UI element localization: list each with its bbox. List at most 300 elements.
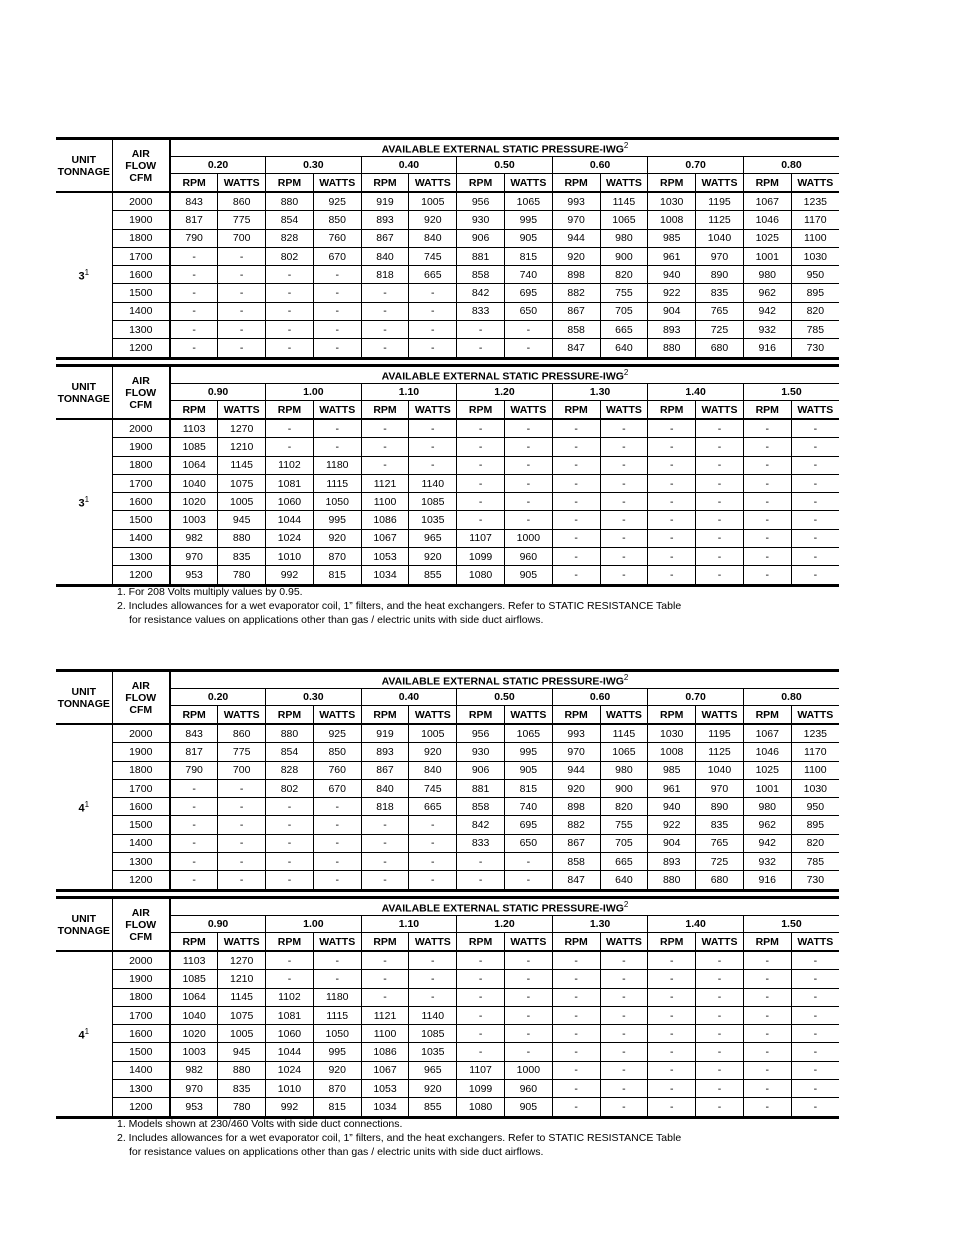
- watts-cell: 1030: [791, 779, 839, 797]
- rpm-cell: -: [648, 493, 696, 511]
- watts-cell: 1115: [313, 474, 361, 492]
- watts-cell: -: [504, 419, 552, 438]
- pressure-header: 0.50: [457, 157, 553, 174]
- rpm-cell: 847: [552, 871, 600, 889]
- watts-header: WATTS: [791, 706, 839, 725]
- rpm-cell: 898: [552, 798, 600, 816]
- rpm-cell: -: [743, 438, 791, 456]
- pressure-header: 1.10: [361, 916, 457, 933]
- watts-cell: -: [696, 566, 744, 584]
- watts-cell: -: [218, 266, 266, 284]
- rpm-cell: 828: [266, 761, 314, 779]
- watts-cell: 785: [791, 321, 839, 339]
- rpm-cell: -: [266, 970, 314, 988]
- rpm-cell: -: [457, 321, 505, 339]
- rpm-header: RPM: [648, 706, 696, 725]
- rpm-cell: -: [648, 970, 696, 988]
- rpm-cell: 1085: [170, 970, 218, 988]
- rpm-cell: 980: [743, 798, 791, 816]
- watts-cell: -: [791, 493, 839, 511]
- table-row: [56, 192, 839, 211]
- rpm-cell: 940: [648, 266, 696, 284]
- rpm-cell: -: [457, 1043, 505, 1061]
- rpm-cell: -: [457, 493, 505, 511]
- watts-cell: -: [791, 474, 839, 492]
- table-grid: [56, 367, 839, 584]
- rpm-cell: -: [552, 1025, 600, 1043]
- rpm-cell: -: [361, 816, 409, 834]
- rpm-header: RPM: [266, 933, 314, 952]
- watts-cell: 1140: [409, 1006, 457, 1024]
- table-row: [56, 529, 839, 547]
- watts-cell: -: [504, 511, 552, 529]
- table-row: [56, 548, 839, 566]
- tonnage-label: TONNAGE: [57, 165, 110, 178]
- watts-cell: 820: [600, 798, 648, 816]
- rpm-cell: 932: [743, 321, 791, 339]
- rpm-cell: -: [648, 419, 696, 438]
- pressure-header: 1.40: [648, 384, 744, 401]
- watts-cell: 850: [313, 743, 361, 761]
- watts-cell: 1145: [218, 456, 266, 474]
- watts-cell: -: [504, 871, 552, 889]
- watts-header: WATTS: [218, 706, 266, 725]
- rpm-cell: -: [743, 1025, 791, 1043]
- watts-header: WATTS: [504, 401, 552, 420]
- unit-tonnage-header: [56, 672, 112, 724]
- cfm-cell: 1700: [112, 1006, 170, 1024]
- rpm-cell: 1053: [361, 548, 409, 566]
- watts-cell: -: [791, 566, 839, 584]
- watts-cell: 815: [504, 247, 552, 265]
- watts-cell: 1145: [600, 724, 648, 743]
- table-row: [56, 816, 839, 834]
- watts-cell: -: [313, 266, 361, 284]
- watts-cell: -: [791, 1061, 839, 1079]
- cfm-cell: 1300: [112, 321, 170, 339]
- watts-cell: 760: [313, 761, 361, 779]
- pressure-header: 0.40: [361, 157, 457, 174]
- unit-value: 3: [78, 497, 85, 510]
- air-label: AIR: [131, 374, 150, 387]
- rpm-cell: 867: [361, 761, 409, 779]
- rpm-cell: 880: [648, 339, 696, 357]
- esp-header: [170, 672, 839, 689]
- cfm-cell: 1800: [112, 988, 170, 1006]
- table-row: [56, 247, 839, 265]
- rpm-cell: 854: [266, 743, 314, 761]
- watts-cell: 1085: [409, 1025, 457, 1043]
- watts-cell: -: [600, 456, 648, 474]
- rpm-cell: 1081: [266, 474, 314, 492]
- table-row: [56, 339, 839, 357]
- cfm-label: CFM: [129, 930, 153, 943]
- table-row: [56, 511, 839, 529]
- table-row: [56, 229, 839, 247]
- rpm-cell: -: [743, 970, 791, 988]
- rpm-cell: 980: [743, 266, 791, 284]
- watts-cell: 995: [504, 211, 552, 229]
- table-row: [56, 456, 839, 474]
- flow-label: FLOW: [125, 386, 157, 399]
- rpm-cell: 1003: [170, 1043, 218, 1061]
- cfm-cell: 1600: [112, 266, 170, 284]
- watts-cell: 835: [218, 1080, 266, 1098]
- cfm-cell: 1900: [112, 211, 170, 229]
- watts-cell: 945: [218, 511, 266, 529]
- rpm-header: RPM: [170, 933, 218, 952]
- watts-cell: 965: [409, 529, 457, 547]
- rpm-cell: -: [552, 548, 600, 566]
- pressure-header: 0.20: [170, 157, 266, 174]
- watts-cell: 1180: [313, 456, 361, 474]
- pressure-header: 1.50: [743, 916, 839, 933]
- watts-header: WATTS: [218, 401, 266, 420]
- rpm-header: RPM: [361, 933, 409, 952]
- rpm-cell: 1067: [743, 724, 791, 743]
- watts-cell: -: [313, 798, 361, 816]
- rpm-cell: 1107: [457, 529, 505, 547]
- watts-cell: 920: [409, 743, 457, 761]
- cfm-cell: 1300: [112, 1080, 170, 1098]
- watts-cell: 695: [504, 284, 552, 302]
- pressure-header: 0.70: [648, 689, 744, 706]
- watts-cell: -: [504, 339, 552, 357]
- watts-cell: 1000: [504, 1061, 552, 1079]
- watts-cell: -: [696, 1061, 744, 1079]
- watts-cell: -: [504, 438, 552, 456]
- rpm-header: RPM: [170, 706, 218, 725]
- rpm-cell: 985: [648, 229, 696, 247]
- cfm-label: CFM: [129, 703, 153, 716]
- rpm-cell: 1046: [743, 743, 791, 761]
- rpm-cell: -: [743, 1098, 791, 1116]
- rpm-cell: 1064: [170, 456, 218, 474]
- rpm-cell: -: [552, 1098, 600, 1116]
- rpm-cell: -: [457, 339, 505, 357]
- rpm-cell: -: [648, 951, 696, 970]
- rpm-cell: -: [552, 438, 600, 456]
- unit-footnote: 1: [84, 267, 90, 277]
- rpm-header: RPM: [552, 933, 600, 952]
- watts-cell: 950: [791, 798, 839, 816]
- watts-cell: 745: [409, 247, 457, 265]
- note-2-cont: for resistance values on applications other than gas / electric units with side duct airflows.: [129, 1146, 544, 1158]
- rpm-cell: -: [743, 1080, 791, 1098]
- rpm-cell: -: [266, 339, 314, 357]
- rpm-cell: 920: [552, 247, 600, 265]
- watts-cell: 1040: [696, 229, 744, 247]
- cfm-cell: 1200: [112, 871, 170, 889]
- rpm-cell: -: [648, 988, 696, 1006]
- flow-label: FLOW: [125, 159, 157, 172]
- watts-header: WATTS: [409, 933, 457, 952]
- rpm-cell: 932: [743, 853, 791, 871]
- rpm-cell: 916: [743, 871, 791, 889]
- rpm-cell: 828: [266, 229, 314, 247]
- cfm-cell: 2000: [112, 951, 170, 970]
- rpm-cell: 1121: [361, 1006, 409, 1024]
- watts-header: WATTS: [600, 174, 648, 193]
- rpm-cell: -: [457, 871, 505, 889]
- watts-cell: -: [409, 988, 457, 1006]
- watts-cell: 835: [218, 548, 266, 566]
- watts-cell: 920: [313, 1061, 361, 1079]
- watts-header: WATTS: [791, 933, 839, 952]
- table-row: [56, 834, 839, 852]
- rpm-cell: -: [361, 284, 409, 302]
- watts-cell: -: [218, 853, 266, 871]
- watts-cell: -: [313, 871, 361, 889]
- watts-cell: -: [600, 970, 648, 988]
- table-row: [56, 321, 839, 339]
- rpm-cell: 867: [361, 229, 409, 247]
- watts-cell: -: [600, 493, 648, 511]
- note-2-cont: for resistance values on applications other than gas / electric units with side duct airflows.: [129, 614, 544, 626]
- watts-cell: 900: [600, 247, 648, 265]
- rpm-cell: 956: [457, 192, 505, 211]
- rpm-cell: 1024: [266, 1061, 314, 1079]
- pressure-header: 0.30: [266, 157, 362, 174]
- watts-cell: 670: [313, 247, 361, 265]
- rpm-cell: 1030: [648, 724, 696, 743]
- rpm-cell: 854: [266, 211, 314, 229]
- watts-header: WATTS: [313, 174, 361, 193]
- pressure-header: 1.50: [743, 384, 839, 401]
- cfm-cell: 1400: [112, 302, 170, 320]
- rpm-cell: -: [457, 438, 505, 456]
- rpm-cell: 1067: [361, 1061, 409, 1079]
- watts-cell: 780: [218, 566, 266, 584]
- watts-cell: 1125: [696, 211, 744, 229]
- rpm-cell: 930: [457, 211, 505, 229]
- rpm-cell: 944: [552, 229, 600, 247]
- rpm-cell: 961: [648, 779, 696, 797]
- watts-cell: 725: [696, 853, 744, 871]
- watts-cell: -: [791, 548, 839, 566]
- cfm-cell: 1400: [112, 529, 170, 547]
- rpm-cell: 993: [552, 192, 600, 211]
- esp-header: [170, 899, 839, 916]
- watts-cell: 920: [409, 1080, 457, 1098]
- watts-cell: 680: [696, 871, 744, 889]
- watts-cell: -: [218, 339, 266, 357]
- rpm-cell: -: [552, 1080, 600, 1098]
- unit-label: UNIT: [71, 912, 96, 925]
- blower-table-3-ton-high: [56, 364, 839, 587]
- air-flow-header: [112, 140, 170, 192]
- rpm-cell: -: [266, 816, 314, 834]
- watts-cell: -: [791, 511, 839, 529]
- rpm-cell: -: [648, 1098, 696, 1116]
- watts-cell: 850: [313, 211, 361, 229]
- watts-cell: 855: [409, 566, 457, 584]
- air-flow-header: [112, 367, 170, 419]
- watts-cell: 905: [504, 761, 552, 779]
- blower-table-4-ton-high: [56, 896, 839, 1119]
- rpm-cell: -: [552, 566, 600, 584]
- watts-cell: 1075: [218, 1006, 266, 1024]
- watts-cell: 820: [600, 266, 648, 284]
- esp-header: [170, 367, 839, 384]
- table-row: [56, 566, 839, 584]
- watts-cell: -: [696, 1080, 744, 1098]
- watts-cell: -: [409, 853, 457, 871]
- table-row: [56, 1061, 839, 1079]
- flow-label: FLOW: [125, 918, 157, 931]
- watts-cell: 1005: [218, 493, 266, 511]
- rpm-cell: 1025: [743, 229, 791, 247]
- table-row: [56, 302, 839, 320]
- watts-cell: -: [696, 951, 744, 970]
- watts-header: WATTS: [600, 706, 648, 725]
- rpm-cell: -: [170, 266, 218, 284]
- watts-header: WATTS: [313, 706, 361, 725]
- watts-cell: 1005: [409, 192, 457, 211]
- watts-cell: 700: [218, 229, 266, 247]
- rpm-cell: 1030: [648, 192, 696, 211]
- rpm-cell: -: [648, 1025, 696, 1043]
- table-row: [56, 779, 839, 797]
- pressure-header: 1.00: [266, 916, 362, 933]
- unit-value: 4: [78, 1029, 85, 1042]
- table-row: [56, 493, 839, 511]
- rpm-cell: -: [743, 511, 791, 529]
- rpm-cell: 906: [457, 761, 505, 779]
- watts-cell: 1035: [409, 1043, 457, 1061]
- watts-cell: -: [409, 871, 457, 889]
- watts-header: WATTS: [218, 174, 266, 193]
- rpm-cell: 1044: [266, 511, 314, 529]
- rpm-cell: -: [648, 438, 696, 456]
- rpm-header: RPM: [743, 933, 791, 952]
- watts-cell: 970: [696, 247, 744, 265]
- rpm-cell: 1044: [266, 1043, 314, 1061]
- cfm-cell: 1900: [112, 438, 170, 456]
- watts-cell: 900: [600, 779, 648, 797]
- rpm-cell: -: [266, 438, 314, 456]
- watts-cell: -: [696, 529, 744, 547]
- rpm-cell: -: [170, 779, 218, 797]
- cfm-cell: 2000: [112, 419, 170, 438]
- watts-cell: 1115: [313, 1006, 361, 1024]
- rpm-cell: -: [648, 456, 696, 474]
- watts-cell: -: [696, 438, 744, 456]
- watts-cell: -: [504, 1025, 552, 1043]
- rpm-cell: 1102: [266, 988, 314, 1006]
- watts-cell: 1145: [218, 988, 266, 1006]
- watts-cell: 1035: [409, 511, 457, 529]
- watts-cell: -: [791, 1025, 839, 1043]
- rpm-cell: 1085: [170, 438, 218, 456]
- rpm-cell: -: [743, 493, 791, 511]
- rpm-header: RPM: [457, 401, 505, 420]
- watts-cell: -: [218, 816, 266, 834]
- watts-cell: -: [696, 1043, 744, 1061]
- watts-cell: 765: [696, 834, 744, 852]
- watts-cell: -: [696, 548, 744, 566]
- rpm-header: RPM: [743, 706, 791, 725]
- rpm-header: RPM: [457, 706, 505, 725]
- rpm-cell: -: [170, 321, 218, 339]
- cfm-cell: 1400: [112, 1061, 170, 1079]
- rpm-cell: -: [361, 456, 409, 474]
- rpm-cell: 842: [457, 284, 505, 302]
- watts-cell: 680: [696, 339, 744, 357]
- watts-cell: -: [600, 1006, 648, 1024]
- rpm-cell: 993: [552, 724, 600, 743]
- rpm-cell: 1100: [361, 1025, 409, 1043]
- rpm-cell: -: [552, 474, 600, 492]
- watts-cell: -: [313, 284, 361, 302]
- rpm-cell: 1080: [457, 1098, 505, 1116]
- rpm-cell: -: [457, 1025, 505, 1043]
- rpm-cell: 1060: [266, 493, 314, 511]
- watts-cell: 950: [791, 266, 839, 284]
- pressure-header: 1.40: [648, 916, 744, 933]
- watts-cell: -: [409, 816, 457, 834]
- rpm-cell: 1064: [170, 988, 218, 1006]
- esp-label: AVAILABLE EXTERNAL STATIC PRESSURE-IWG: [381, 370, 624, 383]
- rpm-cell: -: [457, 511, 505, 529]
- rpm-cell: 970: [170, 1080, 218, 1098]
- rpm-cell: 858: [552, 853, 600, 871]
- watts-cell: 1170: [791, 211, 839, 229]
- watts-cell: -: [600, 548, 648, 566]
- watts-header: WATTS: [600, 933, 648, 952]
- rpm-cell: -: [552, 1043, 600, 1061]
- rpm-cell: 1040: [170, 1006, 218, 1024]
- rpm-cell: 1025: [743, 761, 791, 779]
- table-row: [56, 284, 839, 302]
- rpm-header: RPM: [457, 933, 505, 952]
- watts-cell: -: [218, 871, 266, 889]
- rpm-cell: 1010: [266, 1080, 314, 1098]
- rpm-cell: 882: [552, 284, 600, 302]
- rpm-cell: -: [361, 988, 409, 1006]
- rpm-cell: -: [743, 1061, 791, 1079]
- watts-cell: -: [313, 321, 361, 339]
- pressure-header: 1.30: [552, 384, 648, 401]
- watts-cell: 695: [504, 816, 552, 834]
- watts-cell: -: [218, 779, 266, 797]
- unit-tonnage-cell: [56, 724, 112, 889]
- watts-cell: 1235: [791, 192, 839, 211]
- watts-cell: 925: [313, 192, 361, 211]
- rpm-cell: 970: [170, 548, 218, 566]
- blower-table-4-ton-low: [56, 669, 839, 892]
- cfm-cell: 1200: [112, 339, 170, 357]
- rpm-cell: -: [457, 951, 505, 970]
- cfm-cell: 1700: [112, 474, 170, 492]
- watts-cell: -: [504, 1043, 552, 1061]
- rpm-header: RPM: [266, 706, 314, 725]
- air-label: AIR: [131, 679, 150, 692]
- cfm-cell: 1200: [112, 566, 170, 584]
- rpm-cell: -: [266, 302, 314, 320]
- rpm-cell: -: [743, 566, 791, 584]
- watts-cell: -: [696, 1025, 744, 1043]
- watts-cell: -: [218, 302, 266, 320]
- watts-cell: -: [791, 529, 839, 547]
- rpm-cell: -: [648, 1006, 696, 1024]
- tonnage-label: TONNAGE: [57, 697, 110, 710]
- watts-cell: -: [504, 853, 552, 871]
- unit-label: UNIT: [71, 685, 96, 698]
- rpm-cell: 970: [552, 743, 600, 761]
- rpm-cell: 1008: [648, 743, 696, 761]
- rpm-cell: -: [361, 834, 409, 852]
